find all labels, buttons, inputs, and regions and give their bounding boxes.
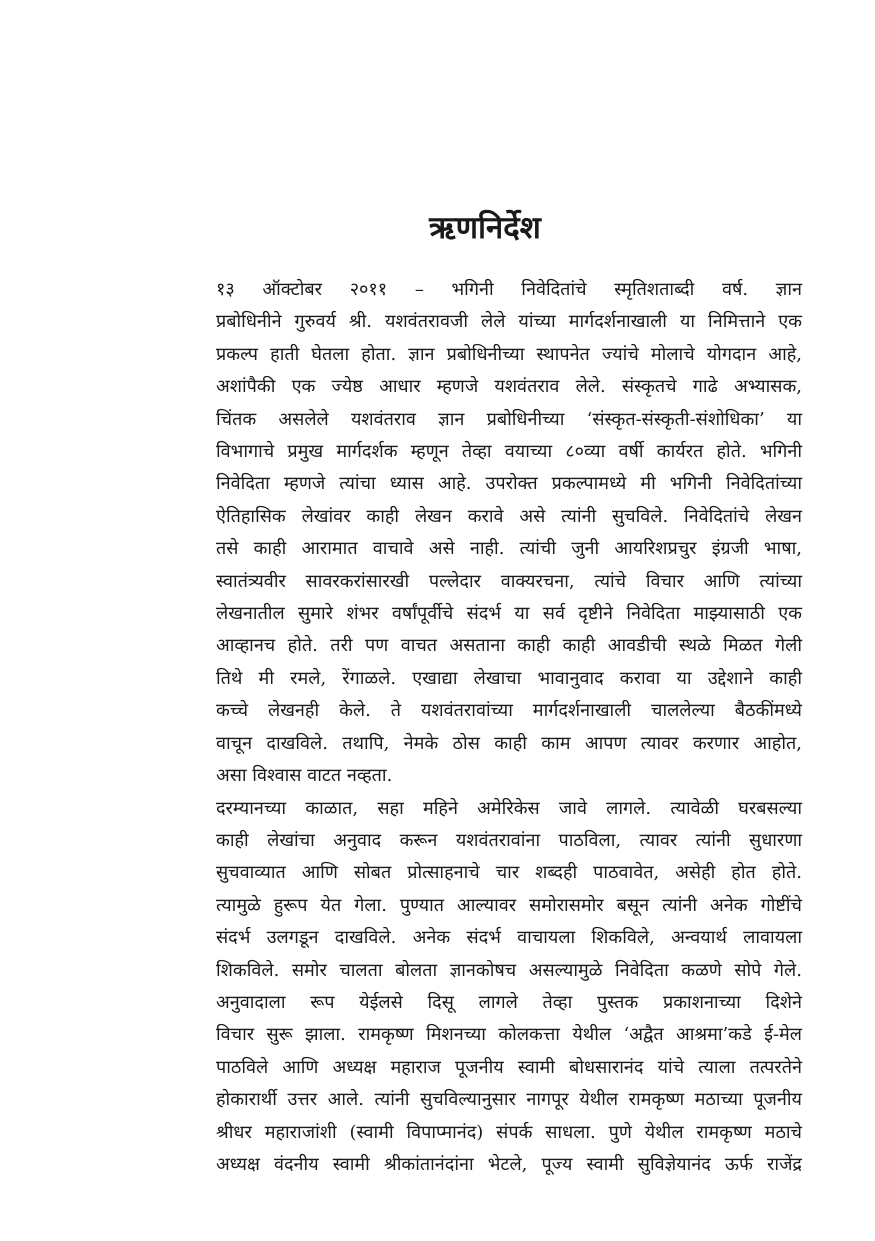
text-line: शिकविले. समोर चालता बोलता ज्ञानकोषच असल्यामुळे निवेदिता कळणे सोपे गेले. bbox=[216, 959, 802, 981]
text-line: श्रीधर महाराजांशी (स्वामी विपाप्मानंद) संपर्क साधला. पुणे येथील रामकृष्ण मठाचे bbox=[216, 1121, 802, 1143]
document-body bbox=[166, 274, 802, 1181]
text-line: प्रकल्प हाती घेतला होता. ज्ञान प्रबोधिनीच्या स्थापनेत ज्यांचे मोलाचे योगदान आहे, bbox=[216, 343, 802, 365]
paragraph-3 bbox=[166, 987, 802, 1181]
text-line: विभागाचे प्रमुख मार्गदर्शक म्हणून तेव्हा वयाच्या ८०व्या वर्षी कार्यरत होते. भगिनी bbox=[216, 441, 802, 463]
text-line: संदर्भ उलगडून दाखविले. अनेक संदर्भ वाचायला शिकविले, अन्वयार्थ लावायला bbox=[216, 927, 802, 949]
text-line: आव्हानच होते. तरी पण वाचत असताना काही काही आवडीची स्थळे मिळत गेली bbox=[216, 635, 802, 657]
text-line: अध्यक्ष वंदनीय स्वामी श्रीकांतानंदांना भेटले, पूज्य स्वामी सुविज्ञेयानंद ऊर्फ राजेंद्र bbox=[216, 1153, 802, 1175]
text-line: वाचून दाखविले. तथापि, नेमके ठोस काही काम आपण त्यावर करणार आहोत, bbox=[216, 732, 802, 754]
text-line: दरम्यानच्या काळात, सहा महिने अमेरिकेस जावे लागले. त्यावेळी घरबसल्या bbox=[216, 797, 802, 819]
paragraph-1 bbox=[166, 274, 802, 793]
text-line: चिंतक असलेले यशवंतराव ज्ञान प्रबोधिनीच्या ‘संस्कृत-संस्कृती-संशोधिका’ या bbox=[216, 408, 802, 430]
text-line: अशांपैकी एक ज्येष्ठ आधार म्हणजे यशवंतराव लेले. संस्कृतचे गाढे अभ्यासक, bbox=[216, 376, 802, 398]
text-line: ऐतिहासिक लेखांवर काही लेखन करावे असे त्यांनी सुचविले. निवेदितांचे लेखन bbox=[216, 505, 802, 527]
text-line: असा विश्वास वाटत नव्हता. bbox=[216, 765, 393, 787]
text-line: विचार सुरू झाला. रामकृष्ण मिशनच्या कोलकत्ता येथील ‘अद्वैत आश्रमा’कडे ई-मेल bbox=[216, 1024, 802, 1046]
text-line: १३ ऑक्टोबर २०११ – भगिनी निवेदितांचे स्मृतिशताब्दी वर्ष. ज्ञान bbox=[216, 279, 802, 300]
text-line: तसे काही आरामात वाचावे असे नाही. त्यांची जुनी आयरिशप्रचुर इंग्रजी भाषा, bbox=[216, 538, 802, 560]
text-line: अनुवादाला रूप येईलसे दिसू लागले तेव्हा पुस्तक प्रकाशनाच्या दिशेने bbox=[216, 991, 802, 1013]
text-line: पाठविले आणि अध्यक्ष महाराज पूजनीय स्वामी बोधसारानंद यांचे त्याला तत्परतेने bbox=[216, 1056, 802, 1078]
text-line: तिथे मी रमले, रेंगाळले. एखाद्या लेखाचा भावानुवाद करावा या उद्देशाने काही bbox=[216, 667, 802, 689]
text-line: होकारार्थी उत्तर आले. त्यांनी सुचविल्यानुसार नागपूर येथील रामकृष्ण मठाच्या पूजनीय bbox=[216, 1089, 802, 1111]
paragraph-2 bbox=[166, 793, 802, 987]
text-line: कच्चे लेखनही केले. ते यशवंतरावांच्या मार्गदर्शनाखाली चाललेल्या बैठकींमध्ये bbox=[216, 700, 802, 722]
text-line: सुचवाव्यात आणि सोबत प्रोत्साहनाचे चार शब्दही पाठवावेत, असेही होत होते. bbox=[216, 862, 802, 884]
text-line: काही लेखांचा अनुवाद करून यशवंतरावांना पाठविला, त्यावर त्यांनी सुधारणा bbox=[216, 829, 802, 851]
text-line: लेखनातील सुमारे शंभर वर्षांपूर्वीचे संदर्भ या सर्व दृष्टीने निवेदिता माझ्यासाठी एक bbox=[216, 603, 802, 625]
text-line: प्रबोधिनीने गुरुवर्य श्री. यशवंतरावजी लेले यांच्या मार्गदर्शनाखाली या निमित्ताने एक bbox=[216, 311, 802, 333]
text-line: त्यामुळे हुरूप येत गेला. पुण्यात आल्यावर समोरासमोर बसून त्यांनी अनेक गोष्टींचे bbox=[216, 894, 802, 916]
page-title: ऋणनिर्देश bbox=[429, 210, 541, 246]
text-line: निवेदिता म्हणजे त्यांचा ध्यास आहे. उपरोक्त प्रकल्पामध्ये मी भगिनी निवेदितांच्या bbox=[216, 473, 802, 495]
text-line: स्वातंत्र्यवीर सावरकरांसारखी पल्लेदार वाक्यरचना, त्यांचे विचार आणि त्यांच्या bbox=[216, 570, 802, 592]
